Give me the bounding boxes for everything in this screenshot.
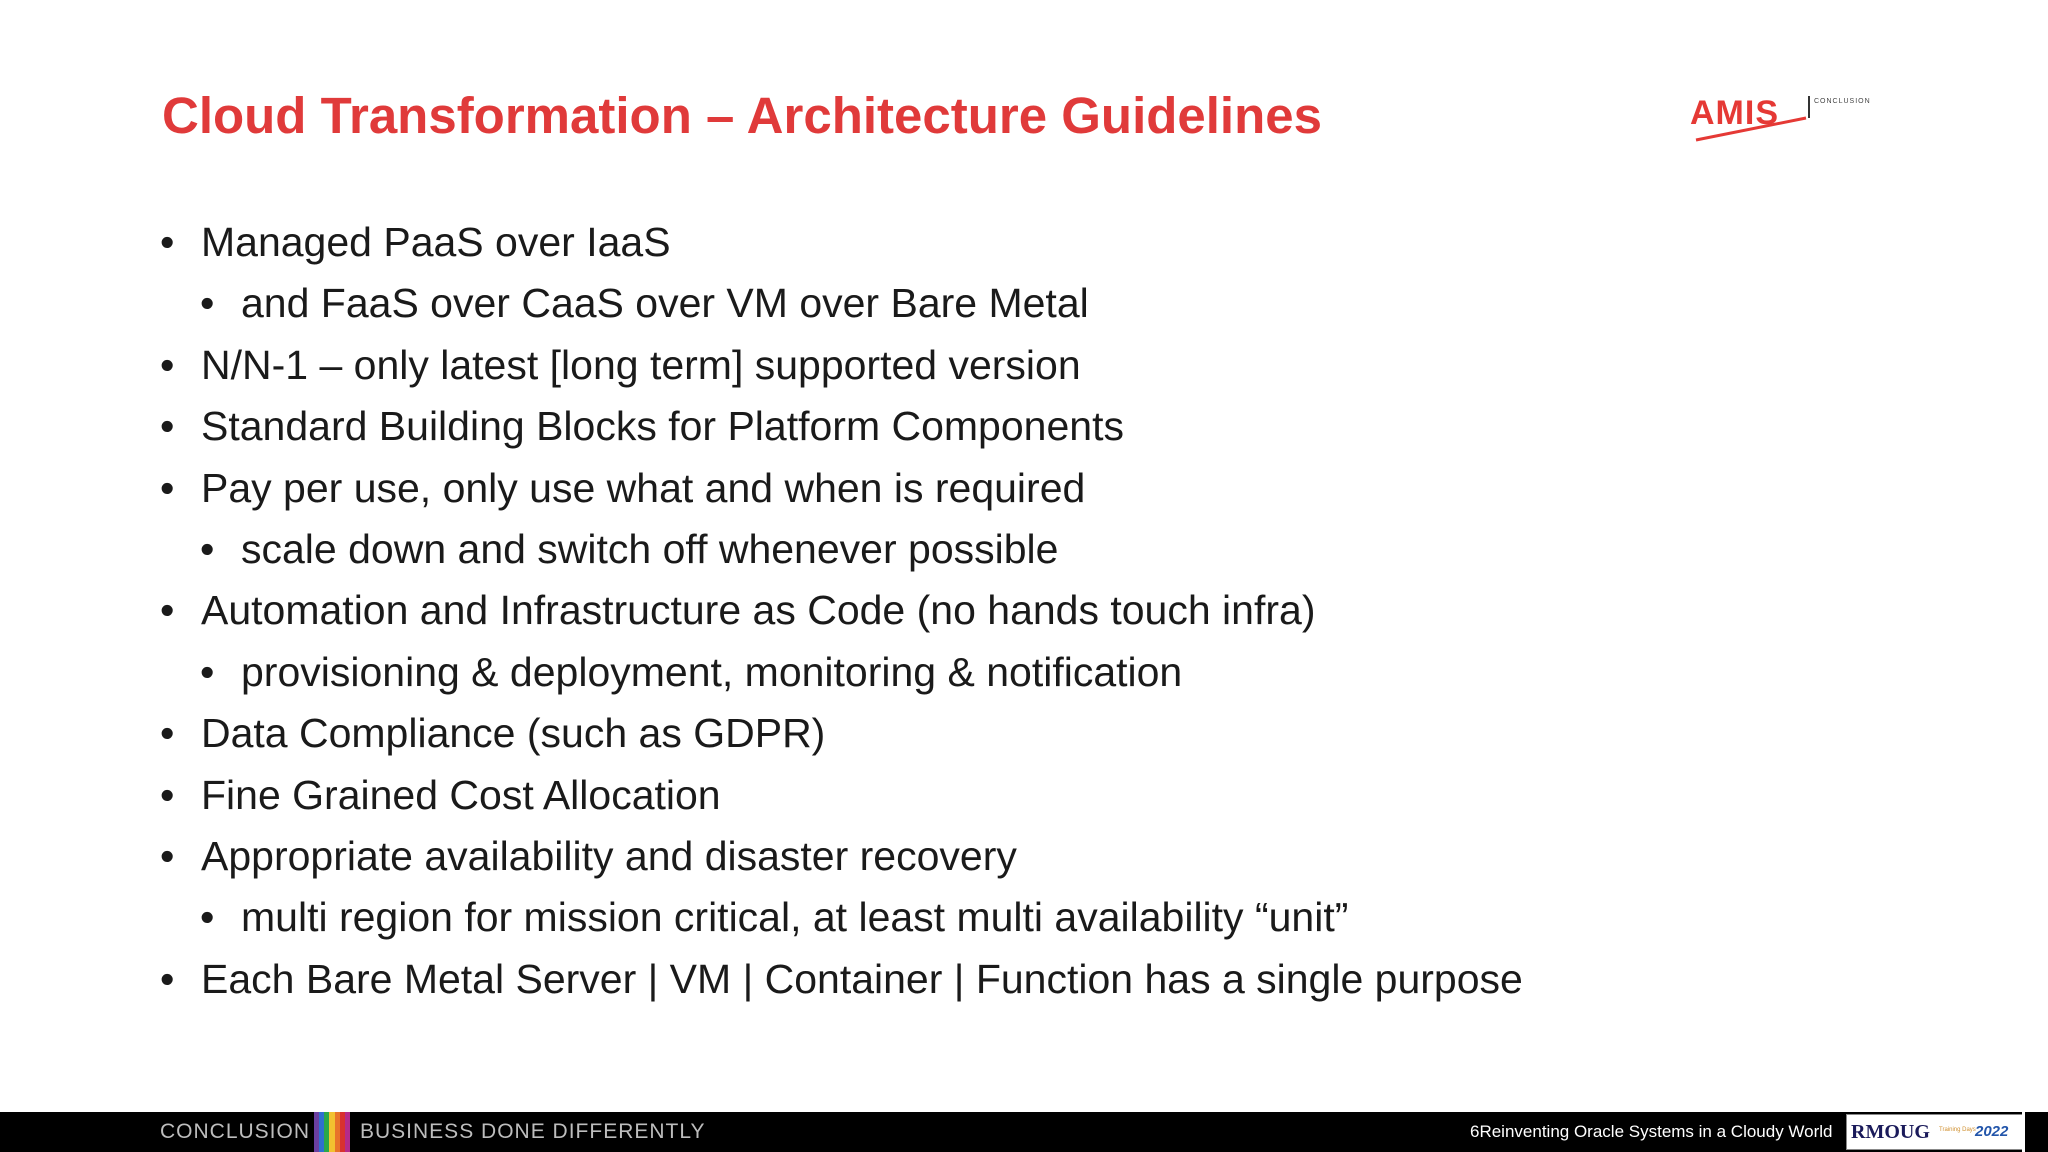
bullet-text: Automation and Infrastructure as Code (no hands touch infra) (201, 587, 1316, 634)
bullet-text: Pay per use, only use what and when is required (201, 464, 1086, 511)
bullet-text: Data Compliance (such as GDPR) (201, 710, 826, 757)
footer-presentation-title: 6Reinventing Oracle Systems in a Cloudy World (1470, 1122, 1833, 1141)
logo-subtitle: CONCLUSION (1814, 98, 1871, 105)
bullet-dot-icon: • (160, 832, 175, 879)
bullet-text: provisioning & deployment, monitoring & notification (241, 648, 1183, 695)
bullet-dot-icon: • (200, 525, 215, 572)
bullet-text: Standard Building Blocks for Platform Components (201, 403, 1124, 450)
bullet-text: scale down and switch off whenever possible (241, 525, 1059, 572)
bullet-text: Fine Grained Cost Allocation (201, 771, 721, 818)
footer-color-stripes (314, 1112, 350, 1152)
rmoug-logo (1846, 1114, 2024, 1150)
footer-edge (2022, 1112, 2025, 1152)
logo-divider (1808, 96, 1810, 118)
bullet-dot-icon: • (160, 403, 175, 450)
bullet-text: Each Bare Metal Server | VM | Container | Function has a single purpose (201, 955, 1523, 1002)
bullet-dot-icon: • (200, 894, 215, 941)
footer-bar (0, 1112, 2048, 1152)
bullet-dot-icon: • (160, 341, 175, 388)
slide-title: Cloud Transformation – Architecture Guidelines (162, 87, 1322, 144)
bullet-text: and FaaS over CaaS over VM over Bare Metal (241, 280, 1089, 327)
bullet-dot-icon: • (160, 955, 175, 1002)
rmoug-logo-year: 2022 (1975, 1123, 2009, 1140)
bullet-dot-icon: • (160, 771, 175, 818)
bullet-dot-icon: • (160, 219, 175, 265)
rmoug-logo-sub: Training Days (1939, 1127, 1976, 1133)
bullet-dot-icon: • (160, 587, 175, 634)
bullet-text: N/N-1 – only latest [long term] supported version (201, 341, 1081, 388)
footer-tagline: BUSINESS DONE DIFFERENTLY (360, 1120, 706, 1143)
bullet-dot-icon: • (200, 648, 215, 695)
bullet-text: Appropriate availability and disaster recovery (201, 832, 1017, 879)
amis-logo (1686, 88, 1896, 148)
bullet-dot-icon: • (200, 280, 215, 327)
bullet-dot-icon: • (160, 710, 175, 757)
bullet-text: multi region for mission critical, at least multi availability “unit” (241, 894, 1349, 941)
footer-conclusion-label: CONCLUSION (160, 1120, 311, 1143)
bullet-text: Managed PaaS over IaaS (201, 219, 671, 265)
footer-stripe (345, 1112, 350, 1152)
rmoug-logo-word: RMOUG (1851, 1121, 1930, 1143)
logo-word: AMIS (1690, 94, 1779, 132)
bullet-dot-icon: • (160, 464, 175, 511)
